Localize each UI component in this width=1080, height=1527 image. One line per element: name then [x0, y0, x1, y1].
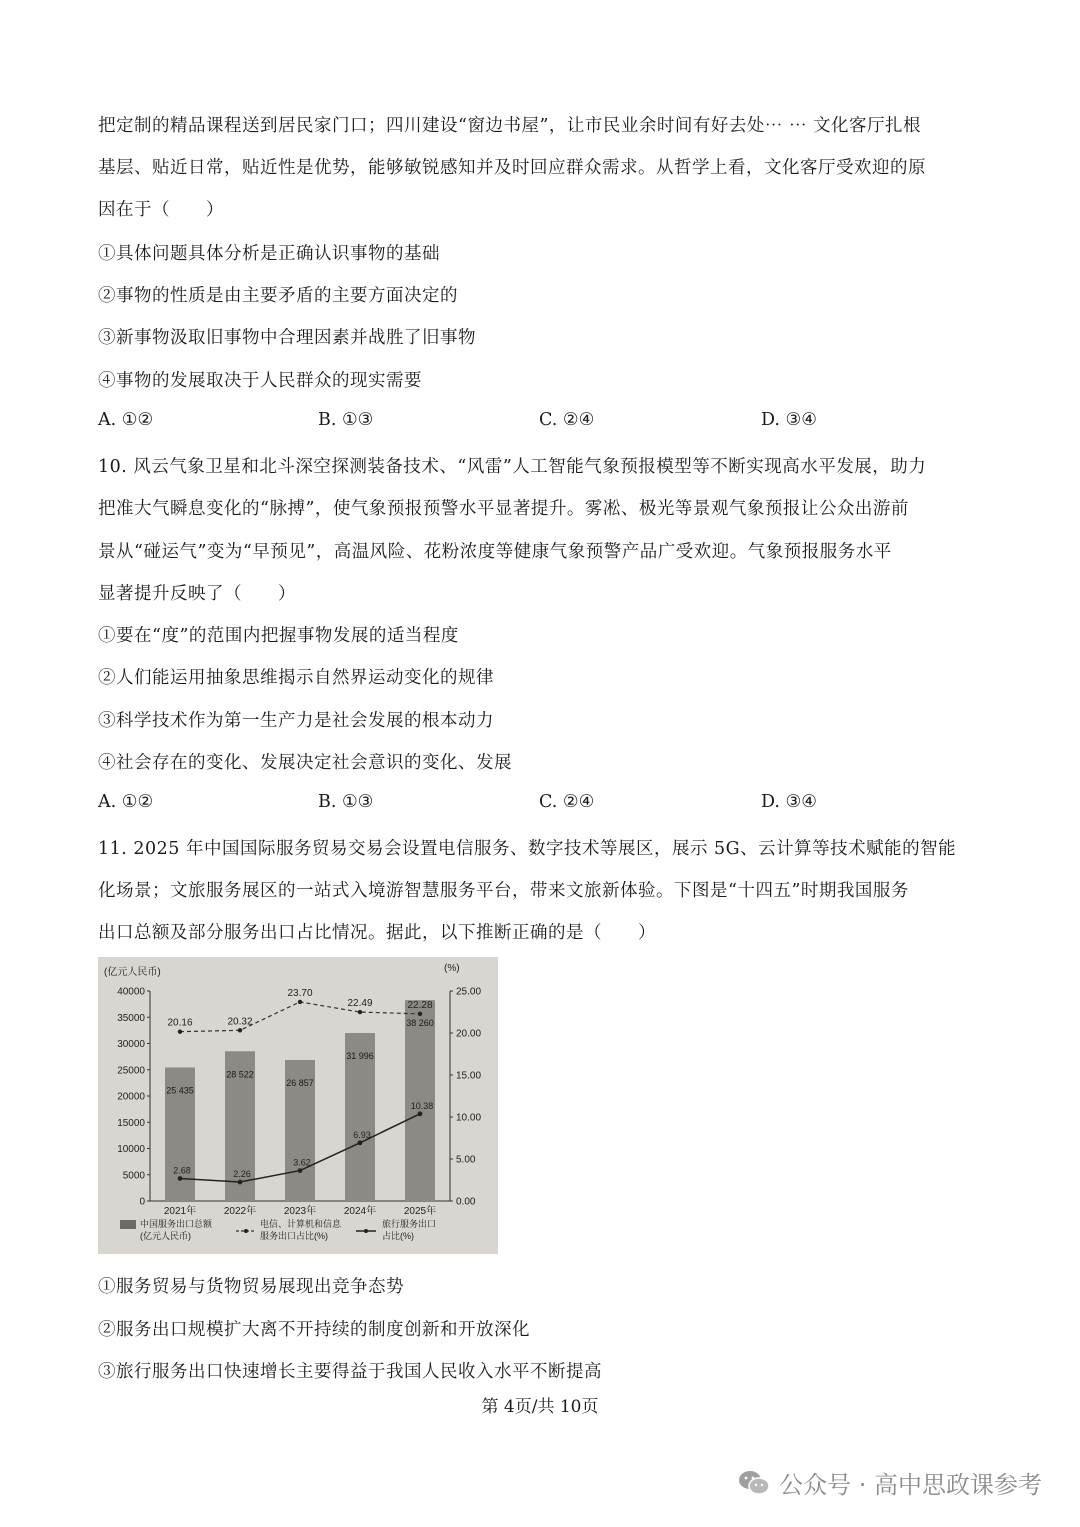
- telecom-share-point: [178, 1029, 182, 1033]
- q9-option-b[interactable]: B. ①③: [318, 410, 374, 430]
- q11-text-line-2: 化场景；文旅服务展区的一站式入境游智慧服务平台，带来文旅新体验。下图是“十四五”时期我国服务: [98, 881, 909, 901]
- bar-value-label: 31 996: [346, 1051, 374, 1062]
- left-tick-label: 25000: [117, 1065, 145, 1077]
- q9-statement-2: ②事物的性质是由主要矛盾的主要方面决定的: [98, 286, 458, 306]
- right-tick-label: 0.00: [456, 1196, 476, 1208]
- q9-text-line-3: 因在于（ ）: [98, 200, 224, 220]
- category-label: 2025年: [403, 1206, 437, 1217]
- left-tick-label: 35000: [117, 1012, 145, 1024]
- bar-value-label: 38 260: [406, 1018, 434, 1029]
- q11-text-line-1: 11. 2025 年中国国际服务贸易交易会设置电信服务、数字技术等展区，展示 5G、云计算等技术赋能的智能: [98, 839, 957, 859]
- left-tick-label: 20000: [117, 1091, 145, 1103]
- bar-value-label: 28 522: [226, 1069, 254, 1080]
- bar-value-label: 25 435: [166, 1085, 194, 1096]
- travel-share-label: 3.62: [293, 1157, 311, 1168]
- legend-travel-text-2: 占比(%): [382, 1231, 414, 1241]
- q9-text-line-1: 把定制的精品课程送到居民家门口；四川建设“窗边书屋”，让市民业余时间有好去处⋯ ⋯ 文化客厅扎根: [98, 116, 922, 136]
- q10-text-line-4: 显著提升反映了（ ）: [98, 584, 296, 604]
- left-tick-label: 40000: [117, 986, 145, 998]
- legend-travel-dot: [364, 1229, 368, 1233]
- telecom-share-label: 23.70: [287, 987, 313, 999]
- q10-option-a[interactable]: A. ①②: [98, 792, 154, 812]
- q10-text-line-1: 10. 风云气象卫星和北斗深空探测装备技术、“风雷”人工智能气象预报模型等不断实现高水平发展，助力: [98, 457, 927, 477]
- right-axis-unit: (%): [444, 963, 460, 974]
- chart-svg: [98, 957, 498, 1254]
- travel-share-label: 6.93: [353, 1129, 371, 1140]
- q9-option-a[interactable]: A. ①②: [98, 410, 154, 430]
- category-label: 2024年: [343, 1206, 377, 1217]
- q10-option-b[interactable]: B. ①③: [318, 792, 374, 812]
- travel-share-point: [238, 1180, 243, 1185]
- telecom-share-point: [298, 1000, 302, 1004]
- left-tick-label: 15000: [117, 1117, 145, 1129]
- bar-value-label: 26 857: [286, 1078, 314, 1089]
- left-axis-unit: (亿元人民币): [104, 967, 161, 978]
- legend-bar-text: 中国服务出口总额: [140, 1219, 213, 1229]
- telecom-share-label: 22.28: [407, 999, 433, 1011]
- q10-statement-1: ①要在“度”的范围内把握事物发展的适当程度: [98, 626, 459, 646]
- q9-statement-3: ③新事物汲取旧事物中合理因素并战胜了旧事物: [98, 328, 476, 348]
- legend-bar-text-2: (亿元人民币): [140, 1231, 191, 1241]
- q9-text-line-2: 基层、贴近日常，贴近性是优势，能够敏锐感知并及时回应群众需求。从哲学上看，文化客厅受欢迎的原: [98, 158, 926, 178]
- service-export-chart: [98, 957, 498, 1254]
- travel-share-label: 10.38: [410, 1100, 434, 1111]
- category-label: 2022年: [223, 1206, 257, 1217]
- q10-statement-3: ③科学技术作为第一生产力是社会发展的根本动力: [98, 711, 494, 731]
- travel-share-label: 2.68: [173, 1165, 191, 1176]
- left-tick-label: 10000: [117, 1144, 145, 1155]
- right-tick-label: 10.00: [456, 1112, 482, 1124]
- telecom-share-label: 22.49: [347, 998, 373, 1010]
- watermark-text: 公众号 · 高中思政课参考: [779, 1471, 1042, 1499]
- q10-text-line-2: 把准大气瞬息变化的“脉搏”，使气象预报预警水平显著提升。雾凇、极光等景观气象预报让公众出游前: [98, 499, 909, 519]
- travel-share-point: [178, 1176, 183, 1181]
- category-label: 2021年: [163, 1206, 197, 1217]
- q9-statement-4: ④事物的发展取决于人民群众的现实需要: [98, 371, 422, 391]
- q9-statement-1: ①具体问题具体分析是正确认识事物的基础: [98, 244, 440, 264]
- travel-share-point: [358, 1140, 363, 1145]
- travel-share-point: [298, 1168, 303, 1173]
- q11-statement-3: ③旅行服务出口快速增长主要得益于我国人民收入水平不断提高: [98, 1362, 602, 1382]
- q9-option-d[interactable]: D. ③④: [761, 410, 817, 430]
- q11-statement-1: ①服务贸易与货物贸易展现出竞争态势: [98, 1277, 404, 1297]
- q10-text-line-3: 景从“碰运气”变为“早预见”，高温风险、花粉浓度等健康气象预警产品广受欢迎。气象预报服务水平: [98, 542, 892, 562]
- q10-option-c[interactable]: C. ②④: [539, 792, 595, 812]
- q9-option-c[interactable]: C. ②④: [539, 410, 595, 430]
- left-tick-label: 0: [139, 1196, 145, 1208]
- telecom-share-point: [418, 1012, 422, 1016]
- legend-telecom-text-2: 服务出口占比(%): [260, 1231, 328, 1241]
- travel-share-label: 2.26: [233, 1169, 251, 1180]
- legend-travel-text: 旅行服务出口: [382, 1219, 437, 1229]
- telecom-share-point: [238, 1028, 242, 1032]
- travel-share-point: [418, 1111, 423, 1116]
- right-tick-label: 15.00: [456, 1070, 482, 1082]
- legend-telecom-dot: [244, 1229, 248, 1233]
- q10-statement-4: ④社会存在的变化、发展决定社会意识的变化、发展: [98, 753, 512, 773]
- legend-telecom-text: 电信、计算机和信息: [260, 1219, 342, 1229]
- category-label: 2023年: [283, 1206, 317, 1217]
- telecom-share-label: 20.32: [227, 1016, 253, 1028]
- right-tick-label: 25.00: [456, 986, 482, 998]
- watermark: [737, 1465, 1042, 1500]
- right-tick-label: 20.00: [456, 1028, 482, 1040]
- q11-statement-2: ②服务出口规模扩大离不开持续的制度创新和开放深化: [98, 1320, 530, 1340]
- q10-statement-2: ②人们能运用抽象思维揭示自然界运动变化的规律: [98, 668, 494, 688]
- left-tick-label: 30000: [117, 1039, 145, 1050]
- left-tick-label: 5000: [122, 1170, 145, 1182]
- page-footer: 第 4页/共 10页: [481, 1397, 599, 1417]
- q10-option-d[interactable]: D. ③④: [761, 792, 817, 812]
- telecom-share-line: [180, 1002, 420, 1032]
- q11-text-line-3: 出口总额及部分服务出口占比情况。据此，以下推断正确的是（ ）: [98, 923, 656, 943]
- legend-bar-swatch: [120, 1220, 136, 1229]
- right-tick-label: 5.00: [456, 1154, 476, 1166]
- telecom-share-point: [358, 1010, 362, 1014]
- wechat-icon: [737, 1469, 771, 1497]
- telecom-share-label: 20.16: [167, 1017, 193, 1029]
